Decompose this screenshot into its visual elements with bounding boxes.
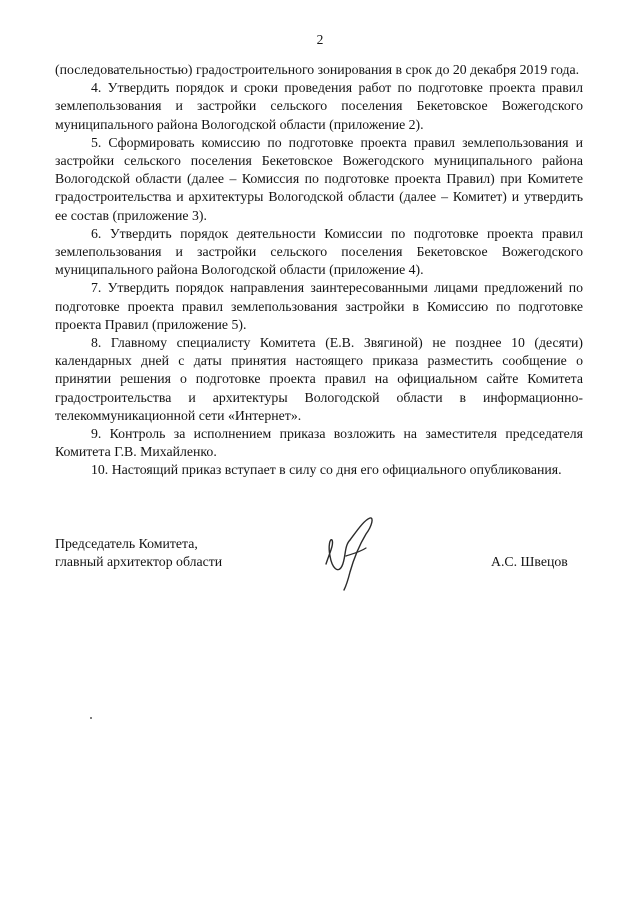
- paragraph-item-4: 4. Утвердить порядок и сроки проведения работ по подготовке проекта правил землепользования и застройки сельского поселения Бекетовское Вожегодского муниципального района Вологодской области (приложение 2).: [55, 80, 583, 132]
- paragraph-item-7: 7. Утвердить порядок направления заинтересованными лицами предложений по подготовке проекта правил землепользования застройки в Комиссию по подготовке проекта Правил (приложение 5).: [55, 280, 583, 332]
- paragraph-item-6: 6. Утвердить порядок деятельности Комиссии по подготовке проекта правил землепользования и застройки сельского поселения Бекетовское Вожегодского муниципального района Вологодской области (приложение 4).: [55, 225, 583, 278]
- order-body: [55, 61, 583, 480]
- page-number: 2: [316, 32, 324, 47]
- paragraph-item-9: 9. Контроль за исполнением приказа возложить на заместителя председателя Комитета Г.В. Михайленко.: [55, 426, 583, 460]
- paragraph-item-5: 5. Сформировать комиссию по подготовке проекта правил землепользования и застройки сельского поселения Бекетовское Вожегодского муниципального района Вологодской области (далее – Комиссия по подготовке проекта Правил) при Комитете градостроительства и архитектуры Вологодской области (далее – Комитет) и утвердить ее состав (приложение 3).: [55, 134, 583, 223]
- signer-title-line-1: Председатель Комитета,: [55, 536, 198, 551]
- paragraph-item-8: 8. Главному специалисту Комитета (Е.В. Звягиной) не позднее 10 (десяти) календарных дней с даты принятия настоящего приказа разместить сообщение о принятии решения о подготовке проекта правил на официальном сайте Комитета градостроительства и архитектуры Вологодской области в информационно-телекоммуникационной сети «Интернет».: [55, 335, 583, 423]
- handwritten-signature: [308, 512, 388, 592]
- paragraph-item-10: 10. Настоящий приказ вступает в силу со дня его официального опубликования.: [91, 462, 562, 478]
- paragraph-continuation: (последовательностью) градостроительного зонирования в срок до 20 декабря 2019 года.: [55, 62, 580, 77]
- scan-speck: [90, 717, 92, 719]
- signer-name: А.С. Швецов: [491, 554, 568, 569]
- signer-title-line-2: главный архитектор области: [55, 554, 223, 570]
